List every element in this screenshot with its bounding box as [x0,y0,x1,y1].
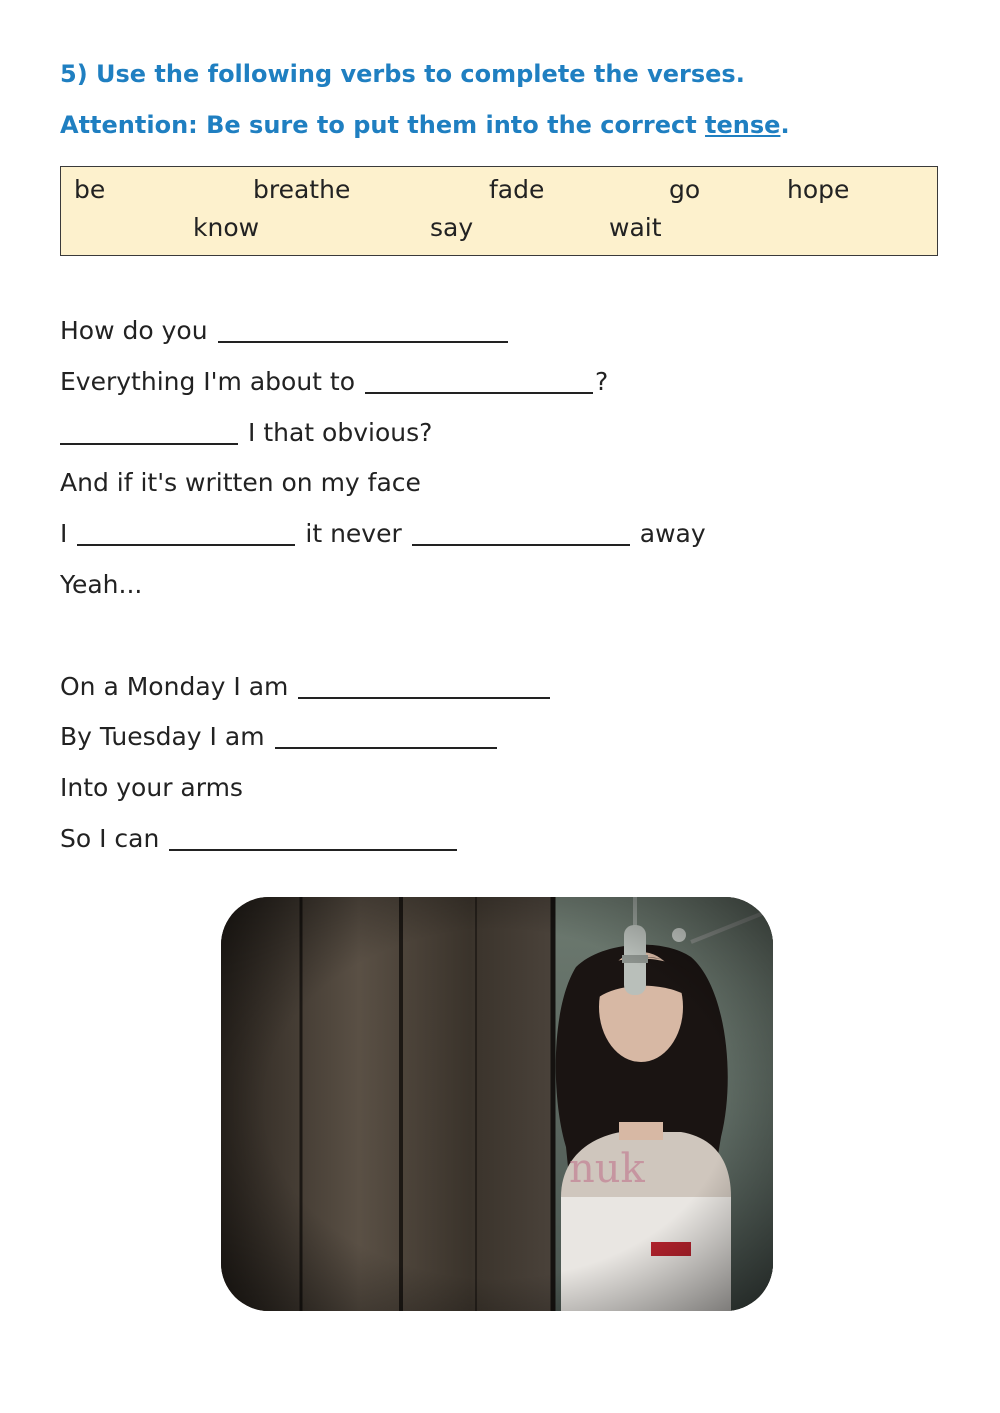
verse-line [60,672,550,701]
verse-text: By Tuesday I am [60,722,265,751]
word-bank-item: say [430,213,474,242]
verse-line [60,722,497,751]
answer-blank[interactable] [365,391,593,394]
answer-blank[interactable] [298,696,550,699]
verse-text: ? [595,367,609,396]
verse-text: Into your arms [60,773,243,802]
attention-period: . [780,111,790,139]
verse-text: Everything I'm about to [60,367,356,396]
answer-blank[interactable] [412,543,630,546]
verse-text: away [639,519,706,548]
recording-studio-illustration [221,897,773,1311]
verse-text: And if it's written on my face [60,468,421,497]
word-bank-item: fade [489,175,545,204]
verse-text: it never [305,519,402,548]
answer-blank[interactable] [60,442,238,445]
verse-line [60,316,508,345]
singer-photo [221,897,773,1311]
word-bank-item: be [74,175,106,204]
verse-text: Yeah... [60,570,143,599]
word-bank-item: go [669,175,701,204]
verse-text: I [60,519,68,548]
verse-line [60,773,243,802]
verse-line [60,468,421,497]
verse-line [60,519,706,548]
attention-text: Attention: Be sure to put them into the correct [60,111,706,139]
answer-blank[interactable] [169,848,457,851]
answer-blank[interactable] [77,543,295,546]
word-bank-item: hope [787,175,850,204]
verse-line [60,418,432,447]
answer-blank[interactable] [218,340,508,343]
attention-note [60,111,790,139]
word-bank-item: wait [609,213,662,242]
word-bank-item: know [193,213,260,242]
verse-line [60,570,142,599]
verse-line [60,824,457,853]
verse-text: How do you [60,316,208,345]
verse-text: So I can [60,824,160,853]
answer-blank[interactable] [275,746,497,749]
verse-text: On a Monday I am [60,672,289,701]
word-bank [60,166,938,256]
tense-underlined: tense [705,111,781,139]
verse-text: I that obvious? [248,418,433,447]
verse-line [60,367,608,396]
word-bank-item: breathe [253,175,351,204]
exercise-instruction: 5) Use the following verbs to complete the verses. [60,60,745,88]
